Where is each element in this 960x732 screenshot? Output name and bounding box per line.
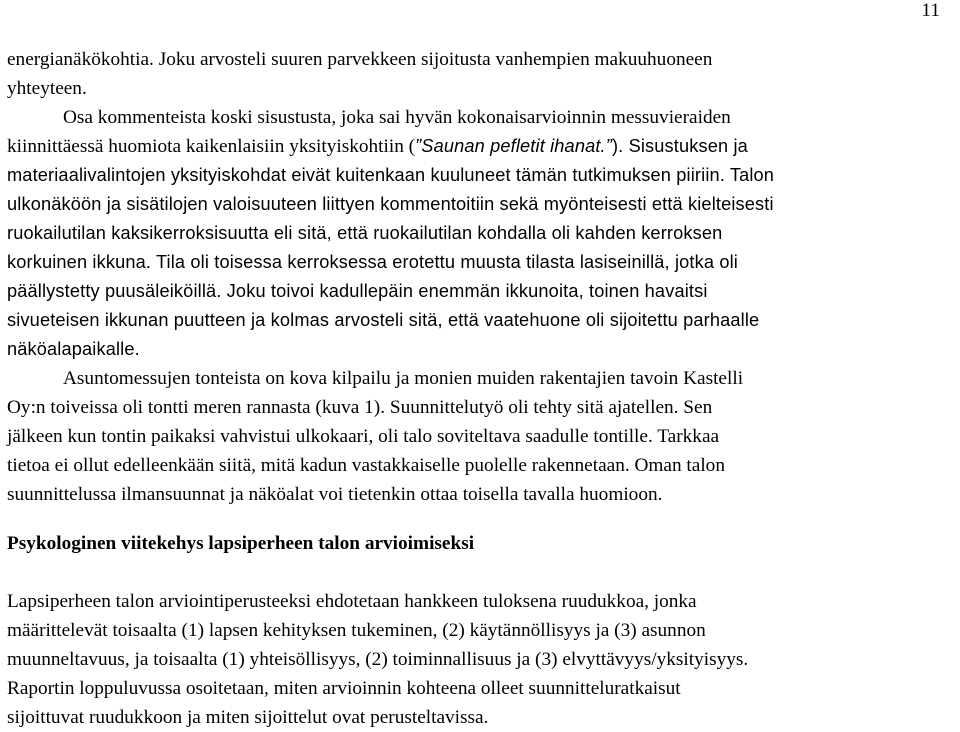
body-text-line: muunneltavuus, ja toisaalta (1) yhteisöllisyys, (2) toiminnallisuus ja (3) elvyttävyys/yksityisyys. <box>7 649 749 670</box>
text-run: kiinnittäessä huomiota kaikenlaisiin yksityiskohtiin ( <box>7 136 416 157</box>
section-heading: Psykologinen viitekehys lapsiperheen talon arvioimiseksi <box>7 533 475 554</box>
body-text-line: korkuinen ikkuna. Tila oli toisessa kerroksessa erotettu muusta tilasta lasiseinillä, jotka oli <box>7 252 738 272</box>
text-run: ). Sisustuksen ja <box>611 136 748 156</box>
body-text-line: tietoa ei ollut edelleenkään siitä, mitä kadun vastakkaiselle puolelle rakennetaan. Oman talon <box>7 455 725 476</box>
body-text-line: Asuntomessujen tonteista on kova kilpailu ja monien muiden rakentajien tavoin Kastelli <box>63 368 744 389</box>
body-text-line: sijoittuvat ruudukkoon ja miten sijoittelut ovat perusteltavissa. <box>7 707 489 728</box>
body-text-line: materiaalivalintojen yksityiskohdat eivät kuitenkaan kuuluneet tämän tutkimuksen piiriin. Talon <box>7 165 775 185</box>
body-text-line: Raportin loppuluvussa osoitetaan, miten arvioinnin kohteena olleet suunnitteluratkaisut <box>7 678 681 699</box>
body-text-line: jälkeen kun tontin paikaksi vahvistui ulkokaari, oli talo soviteltava saadulle tontille. Tarkkaa <box>7 426 720 447</box>
body-text-line <box>7 132 748 161</box>
body-text-line: suunnittelussa ilmansuunnat ja näköalat voi tietenkin ottaa toisella tavalla huomioon. <box>7 484 663 505</box>
body-text-line: ruokailutilan kaksikerroksisuutta eli sitä, että ruokailutilan kohdalla oli kahden kerroksen <box>7 223 723 243</box>
body-text-line: Osa kommenteista koski sisustusta, joka sai hyvän kokonaisarvioinnin messuvieraiden <box>63 107 731 128</box>
body-text-line: määrittelevät toisaalta (1) lapsen kehityksen tukeminen, (2) käytännöllisyys ja (3) asunnon <box>7 620 706 641</box>
body-text-line: Oy:n toiveissa oli tontti meren rannasta (kuva 1). Suunnittelutyö oli tehty sitä ajatellen. Sen <box>7 397 713 418</box>
body-text-line: sivueteisen ikkunan puutteen ja kolmas arvosteli sitä, että vaatehuone oli sijoitettu parhaalle <box>7 310 760 330</box>
body-text-line: ulkonäköön ja sisätilojen valoisuuteen liittyen kommentoitiin sekä myönteisesti että kielteisesti <box>7 194 774 214</box>
body-text-line: yhteyteen. <box>7 78 87 99</box>
body-text-line: energianäkökohtia. Joku arvosteli suuren parvekkeen sijoitusta vanhempien makuuhuoneen <box>7 49 713 70</box>
body-text-line: päällystetty puusäleiköillä. Joku toivoi kadullepäin enemmän ikkunoita, toinen havaitsi <box>7 281 708 301</box>
body-text-line: Lapsiperheen talon arviointiperusteeksi ehdotetaan hankkeen tuloksena ruudukkoa, jonka <box>7 591 697 612</box>
page-number: 11 <box>921 0 940 21</box>
quoted-comment: ”Saunan pefletit ihanat.” <box>415 136 612 156</box>
body-text-line: näköalapaikalle. <box>7 339 140 359</box>
